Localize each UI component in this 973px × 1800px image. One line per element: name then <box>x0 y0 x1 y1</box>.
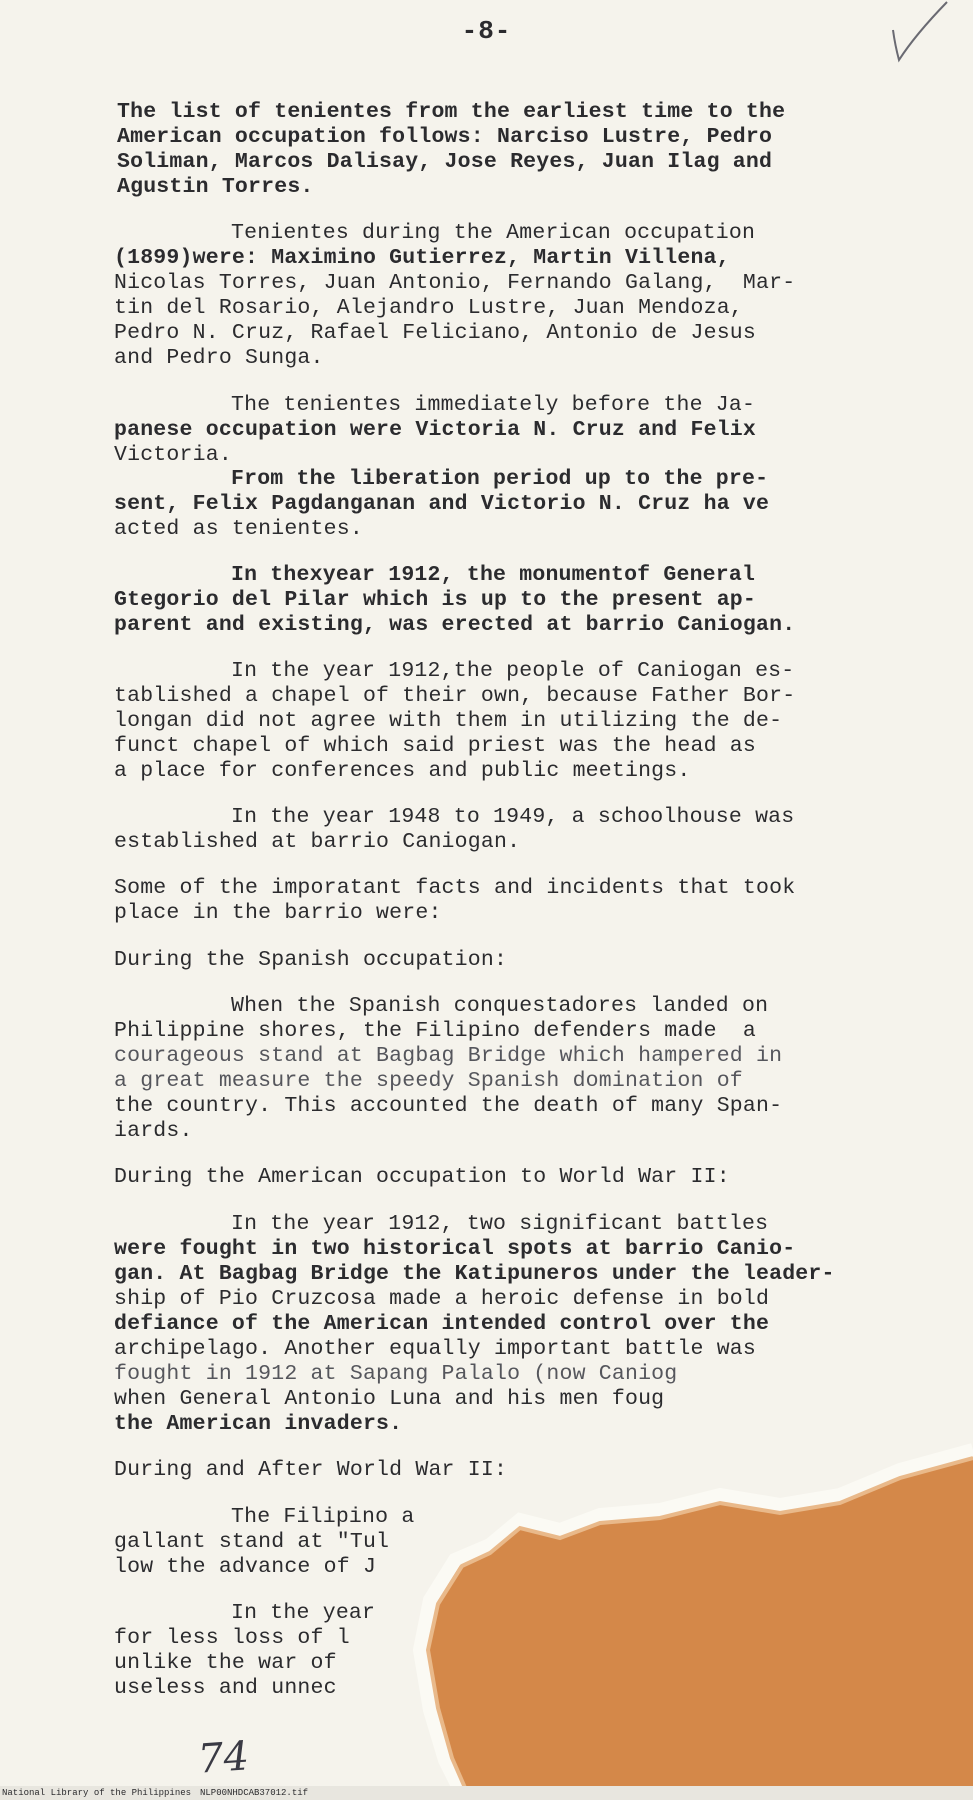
text-line: When the Spanish conquestadores landed on <box>231 994 769 1018</box>
footer-library-name: National Library of the Philippines <box>2 1788 192 1798</box>
text-line: Soliman, Marcos Dalisay, Jose Reyes, Juan Ilag and <box>117 150 773 174</box>
footer-file-name: NLP00NHDCAB37012.tif <box>200 1788 309 1798</box>
text-line: Agustin Torres. <box>117 175 314 199</box>
text-line: ship of Pio Cruzcosa made a heroic defense in bold <box>114 1287 770 1311</box>
text-line: In the year 1912, two significant battles <box>231 1212 769 1236</box>
text-line: During and After World War II: <box>114 1458 508 1482</box>
text-line: iards. <box>114 1119 193 1143</box>
text-line: Some of the imporatant facts and incidents that took <box>114 876 796 900</box>
text-line: In thexyear 1912, the monumentof General <box>231 563 756 587</box>
text-line: established at barrio Caniogan. <box>114 830 521 854</box>
text-line: funct chapel of which said priest was the head as <box>114 734 757 758</box>
check-mark-icon <box>885 0 955 70</box>
text-line: archipelago. Another equally important battle was <box>114 1337 757 1361</box>
text-line: From the liberation period up to the pre- <box>231 467 769 491</box>
text-line: parent and existing, was erected at barrio Caniogan. <box>114 613 796 637</box>
text-line: Gtegorio del Pilar which is up to the present ap- <box>114 588 757 612</box>
text-line: In the year <box>231 1601 376 1625</box>
text-line: Tenientes during the American occupation <box>231 221 756 245</box>
text-line: the country. This accounted the death of many Span- <box>114 1094 783 1118</box>
text-line: gallant stand at "Tul <box>114 1530 390 1554</box>
text-line: when General Antonio Luna and his men foug <box>114 1387 665 1411</box>
scan-footer <box>0 1786 973 1800</box>
text-line: the American invaders. <box>114 1412 403 1436</box>
text-line: useless and unnec <box>114 1676 337 1700</box>
text-line: The tenientes immediately before the Ja- <box>231 393 756 417</box>
text-line: unlike the war of <box>114 1651 337 1675</box>
text-line: low the advance of J <box>114 1555 377 1579</box>
text-line: defiance of the American intended control over the <box>114 1312 770 1336</box>
text-line: In the year 1912,the people of Caniogan es- <box>231 659 795 683</box>
text-line: panese occupation were Victoria N. Cruz and Felix <box>114 418 757 442</box>
text-line: The Filipino a <box>231 1505 415 1529</box>
text-line: a great measure the speedy Spanish domination of <box>114 1069 743 1093</box>
text-line: a place for conferences and public meetings. <box>114 759 691 783</box>
text-line: The list of tenientes from the earliest time to the <box>117 100 786 124</box>
text-line: Nicolas Torres, Juan Antonio, Fernando Galang, Mar- <box>114 271 796 295</box>
text-line: and Pedro Sunga. <box>114 346 324 370</box>
text-line: acted as tenientes. <box>114 517 363 541</box>
text-line: During the Spanish occupation: <box>114 948 508 972</box>
text-line: courageous stand at Bagbag Bridge which hampered in <box>114 1044 783 1068</box>
text-line: for less loss of l <box>114 1626 350 1650</box>
text-line: tin del Rosario, Alejandro Lustre, Juan Mendoza, <box>114 296 743 320</box>
text-line: Victoria. <box>114 443 232 467</box>
text-line: During the American occupation to World War II: <box>114 1165 730 1189</box>
text-line: were fought in two historical spots at barrio Canio- <box>114 1237 796 1261</box>
text-line: tablished a chapel of their own, because Father Bor- <box>114 684 796 708</box>
text-line: gan. At Bagbag Bridge the Katipuneros under the leader- <box>114 1262 835 1286</box>
text-line: American occupation follows: Narciso Lustre, Pedro <box>117 125 773 149</box>
text-line: sent, Felix Pagdanganan and Victorio N. Cruz ha ve <box>114 492 770 516</box>
page-number: -8- <box>461 16 512 46</box>
text-line: (1899)were: Maximino Gutierrez, Martin Villena, <box>114 246 730 270</box>
text-line: place in the barrio were: <box>114 901 442 925</box>
text-line: longan did not agree with them in utilizing the de- <box>114 709 783 733</box>
text-line: Pedro N. Cruz, Rafael Feliciano, Antonio de Jesus <box>114 321 757 345</box>
text-line: Philippine shores, the Filipino defenders made a <box>114 1019 757 1043</box>
text-line: fought in 1912 at Sapang Palalo (now Caniog <box>114 1362 678 1386</box>
text-line: In the year 1948 to 1949, a schoolhouse was <box>231 805 795 829</box>
handwritten-page-number: 74 <box>196 1733 251 1783</box>
